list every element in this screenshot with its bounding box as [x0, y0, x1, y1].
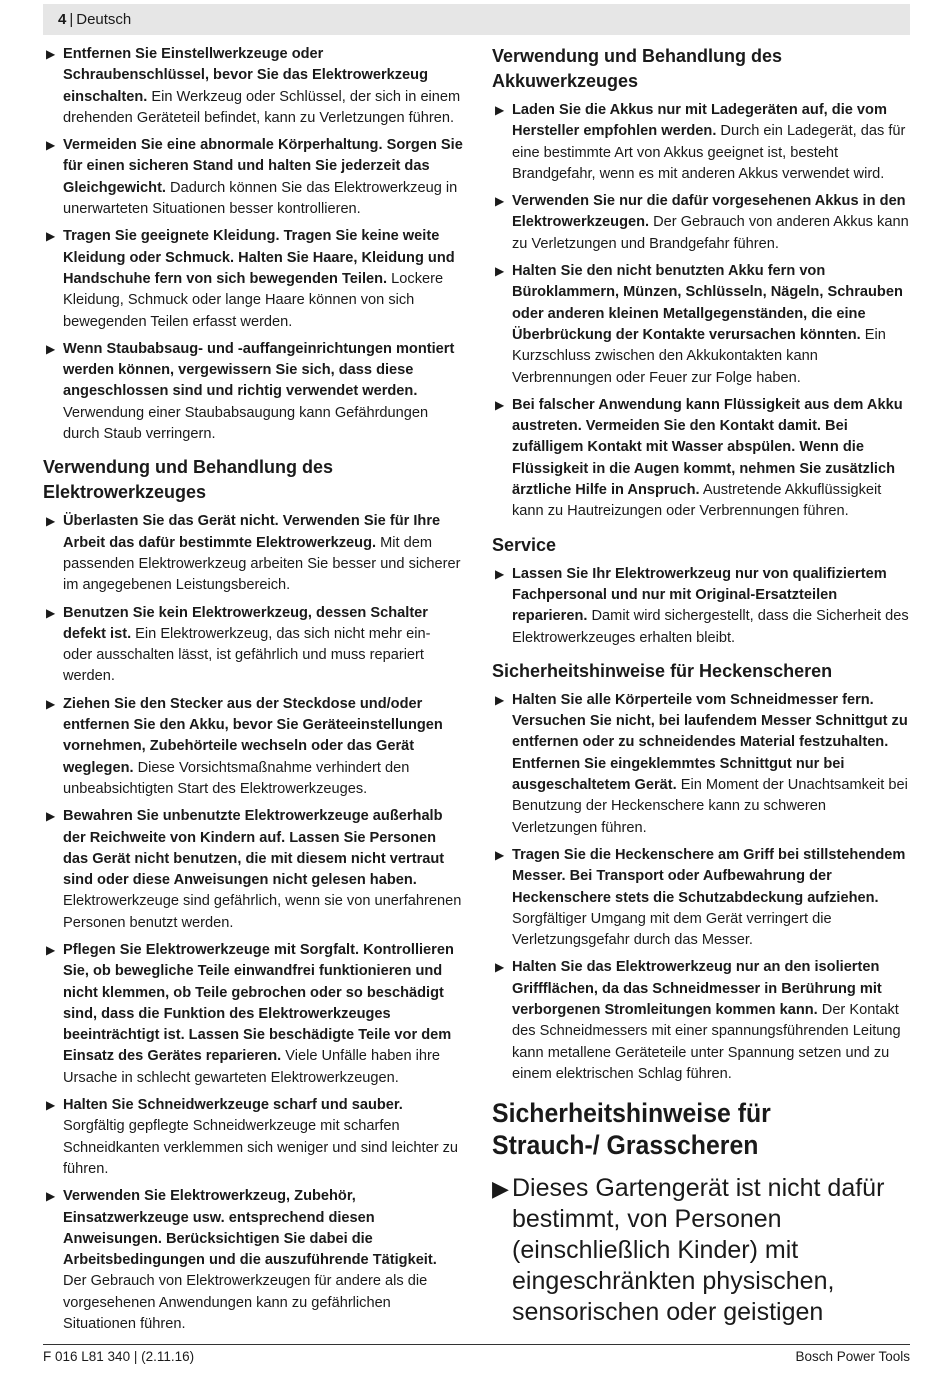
item-text: Sorgfältiger Umgang mit dem Gerät verringert die Verletzungsgefahr durch das Messer. [512, 910, 832, 949]
bullet-triangle-icon: ▶ [46, 942, 56, 957]
item-text: Ein Moment der Unachtsamkeit bei Benutzung der Heckenschere kann zu schweren Verletzungen führen. [512, 777, 908, 836]
service-list [492, 564, 910, 649]
bullet-triangle-icon: ▶ [46, 605, 56, 620]
item-bold-text: Vermeiden Sie eine abnormale Körperhaltung. Sorgen Sie für einen sicheren Stand und halten Sie jederzeit das Gleichgewicht. [63, 137, 463, 196]
item-text: Damit wird sichergestellt, dass die Sicherheit des Elektrowerkzeuges erhalten bleibt. [512, 608, 909, 646]
item-bold-text: Halten Sie Schneidwerkzeuge scharf und sauber. [63, 1097, 403, 1114]
item-bold-text: Laden Sie die Akkus nur mit Ladegeräten auf, die vom Hersteller empfohlen werden. [512, 102, 887, 140]
bullet-triangle-icon: ▶ [46, 47, 56, 61]
section-heading-strauchscheren: Sicherheitshinweise für Strauch-/ Grasscheren [492, 1098, 771, 1161]
list-item [43, 940, 463, 1089]
elektrowerkzeug-list [43, 511, 463, 1335]
bullet-triangle-icon: ▶ [46, 809, 56, 824]
item-bold-text: Entfernen Sie Einstellwerkzeuge oder Schraubenschlüssel, bevor Sie das Elektrowerkzeug einschalten. [63, 46, 428, 105]
footer-divider [43, 1344, 910, 1345]
header-separator: | [69, 11, 74, 28]
bullet-triangle-icon: ▶ [46, 696, 56, 711]
list-item [43, 1095, 463, 1180]
page-header [43, 4, 910, 35]
item-text: Lockere Kleidung, Schmuck oder lange Haare können von sich bewegenden Teilen erfasst werden. [63, 270, 444, 330]
akku-list [492, 100, 910, 523]
list-item [492, 564, 910, 649]
item-bold-text: Pflegen Sie Elektrowerkzeuge mit Sorgfalt. Kontrollieren Sie, ob bewegliche Teile einwandfrei funktionieren und nicht klemmen, ob Teile gebrochen oder so beschädigt sind, dass die Funktion des Elektrowerkzeuges beeinträchtigt ist. Lassen Sie beschädigte Teile vor dem Einsatz des Gerätes reparieren. [63, 941, 454, 1065]
page-number: 4 [58, 11, 67, 28]
heckenscheren-list [492, 690, 910, 1085]
list-item [43, 1186, 463, 1335]
item-bold-text: Ziehen Sie den Stecker aus der Steckdose und/oder entfernen Sie den Akku, bevor Sie Geräteeinstellungen vornehmen, Zubehörteile wechseln oder das Gerät weglegen. [63, 695, 443, 776]
item-bold-text: Halten Sie das Elektrowerkzeug nur an den isolierten Griffflächen, da das Schneidmesser in Berührung mit verborgenen Stromleitungen kommen kann. [512, 959, 882, 1018]
bullet-triangle-icon: ▶ [495, 397, 505, 412]
item-text: Mit dem passenden Elektrowerkzeug arbeiten Sie besser und sicherer im angegebenen Leistungsbereich. [63, 534, 461, 594]
bullet-triangle-icon: ▶ [492, 1176, 509, 1202]
header-language: Deutsch [76, 11, 132, 28]
item-bold-text: Tragen Sie geeignete Kleidung. Tragen Sie keine weite Kleidung oder Schmuck. Halten Sie Haare, Kleidung und Handschuhe fern von sich bewegenden Teilen. [63, 228, 455, 287]
bullet-triangle-icon: ▶ [495, 847, 505, 862]
item-text: Der Gebrauch von anderen Akkus kann zu Verletzungen und Brandgefahr führen. [512, 214, 909, 252]
list-item [492, 395, 910, 523]
right-column [492, 44, 910, 1328]
bullet-triangle-icon: ▶ [46, 138, 56, 153]
list-item [43, 511, 463, 596]
left-column [43, 44, 463, 1341]
section-heading-elektrowerkzeug: Verwendung und Behandlung des Elektrowerkzeuges [43, 457, 334, 503]
list-item [43, 339, 463, 445]
left-top-list [43, 44, 463, 445]
item-text: Ein Elektrowerkzeug, das sich nicht mehr ein- oder ausschalten lässt, ist gefährlich und muss repariert werden. [63, 625, 431, 685]
item-bold-text: Wenn Staubabsaug- und -auffangeinrichtungen montiert werden können, vergewissern Sie sich, dass diese angeschlossen sind und richtig verwendet werden. [63, 340, 455, 400]
bullet-triangle-icon: ▶ [495, 566, 505, 581]
bullet-triangle-icon: ▶ [495, 692, 505, 707]
item-text: Austretende Akkuflüssigkeit kann zu Hautreizungen oder Verbrennungen führen. [512, 482, 882, 520]
item-bold-text: Überlasten Sie das Gerät nicht. Verwenden Sie für Ihre Arbeit das dafür bestimmte Elektrowerkzeug. [63, 513, 441, 551]
item-text: Elektrowerkzeuge sind gefährlich, wenn sie von unerfahrenen Personen benutzt werden. [63, 893, 462, 931]
item-bold-text: Lassen Sie Ihr Elektrowerkzeug nur von qualifiziertem Fachpersonal und nur mit Original-Ersatzteilen reparieren. [512, 565, 887, 625]
item-text: Durch ein Ladegerät, das für eine bestimmte Art von Akkus geeignet ist, besteht Brandgefahr, wenn es mit anderen Akkus verwendet wird. [512, 123, 906, 182]
list-item [43, 44, 463, 129]
list-item [43, 135, 463, 220]
item-text: Der Kontakt des Schneidmessers mit einer spannungsführenden Leitung kann metallene Geräteteile unter Spannung setzen und zu einem elektrischen Schlag führen. [512, 1001, 901, 1082]
bullet-triangle-icon: ▶ [46, 229, 56, 244]
bullet-triangle-icon: ▶ [46, 341, 56, 356]
item-bold-text: Verwenden Sie Elektrowerkzeug, Zubehör, Einsatzwerkzeuge usw. entsprechend diesen Anweisungen. Berücksichtigen Sie dabei die Arbeitsbedingungen und die auszuführende Tätigkeit. [63, 1188, 437, 1269]
item-text: Der Gebrauch von Elektrowerkzeugen für andere als die vorgesehenen Anwendungen kann zu gefährlichen Situationen führen. [63, 1273, 428, 1333]
item-text: Sorgfältig gepflegte Schneidwerkzeuge mit scharfen Schneidkanten verklemmen sich weniger und sind leichter zu führen. [63, 1118, 459, 1177]
item-text: Viele Unfälle haben ihre Ursache in schlecht gewarteten Elektrowerkzeugen. [63, 1048, 440, 1086]
list-item [492, 845, 910, 951]
list-item [492, 100, 910, 185]
list-item [492, 690, 910, 839]
section-heading-heckenscheren: Sicherheitshinweise für Heckenscheren [492, 660, 833, 681]
bullet-triangle-icon: ▶ [46, 514, 56, 529]
item-text: Verwendung einer Staubabsaugung kann Gefährdungen durch Staub verringern. [63, 404, 429, 443]
large-item-text: Dieses Gartengerät ist nicht dafür bestimmt, von Personen (einschließlich Kinder) mit eingeschränkten physischen, sensorischen oder geistigen [512, 1174, 885, 1327]
item-bold-text: Bei falscher Anwendung kann Flüssigkeit aus dem Akku austreten. Vermeiden Sie den Kontakt damit. Bei zufälligem Kontakt mit Wasser abspülen. Wenn die Flüssigkeit in die Augen kommt, nehmen Sie zusätzlich ärztliche Hilfe in Anspruch. [512, 396, 903, 499]
item-text: Diese Vorsichtsmaßnahme verhindert den unbeabsichtigten Start des Elektrowerkzeuges. [63, 759, 410, 797]
item-bold-text: Bewahren Sie unbenutzte Elektrowerkzeuge außerhalb der Reichweite von Kindern auf. Lassen Sie Personen das Gerät nicht benutzen, die mit diesem nicht vertraut sind oder diese Anweisungen nicht gelesen haben. [63, 808, 445, 889]
list-item [492, 957, 910, 1085]
item-text: Ein Kurzschluss zwischen den Akkukontakten kann Verbrennungen oder Feuer zur Folge haben. [512, 326, 886, 386]
list-item [43, 694, 463, 800]
section-heading-service: Service [492, 534, 557, 555]
list-item [492, 261, 910, 389]
item-bold-text: Benutzen Sie kein Elektrowerkzeug, dessen Schalter defekt ist. [63, 604, 428, 642]
bullet-triangle-icon: ▶ [495, 264, 505, 279]
bullet-triangle-icon: ▶ [495, 194, 505, 209]
item-text: Ein Werkzeug oder Schlüssel, der sich in einem drehenden Geräteteil befindet, kann zu Verletzungen führen. [63, 88, 461, 126]
footer-brand: Bosch Power Tools [795, 1349, 910, 1364]
item-bold-text: Halten Sie alle Körperteile vom Schneidmesser fern. Versuchen Sie nicht, bei laufendem Messer Schnittgut zu entfernen oder zu schneidendes Material festzuhalten. Entfernen Sie eingeklemmtes Schnittgut nur bei ausgeschaltetem Gerät. [512, 691, 908, 794]
bullet-triangle-icon: ▶ [46, 1098, 56, 1113]
bullet-triangle-icon: ▶ [495, 960, 505, 975]
item-bold-text: Tragen Sie die Heckenschere am Griff bei stillstehendem Messer. Bei Transport oder Aufbewahrung der Heckenschere stets die Schutzabdeckung aufziehen. [512, 846, 906, 906]
list-item-large [492, 1173, 910, 1328]
bullet-triangle-icon: ▶ [46, 1189, 56, 1204]
item-bold-text: Verwenden Sie nur die dafür vorgesehenen Akkus in den Elektrowerkzeugen. [512, 193, 906, 231]
bullet-triangle-icon: ▶ [495, 103, 505, 117]
item-text: Dadurch können Sie das Elektrowerkzeug in unerwarteten Situationen besser kontrollieren. [63, 179, 458, 218]
footer-document-id: F 016 L81 340 | (2.11.16) [43, 1349, 195, 1364]
item-bold-text: Halten Sie den nicht benutzten Akku fern von Büroklammern, Münzen, Schlüsseln, Nägeln, Schrauben oder anderen kleinen Metallgegenständen, die eine Überbrückung der Kontakte verursachen könnten. [512, 263, 903, 343]
list-item [43, 226, 463, 332]
list-item [492, 191, 910, 255]
list-item [43, 806, 463, 934]
list-item [43, 603, 463, 688]
section-heading-akku: Verwendung und Behandlung des Akkuwerkzeuges [492, 46, 783, 91]
